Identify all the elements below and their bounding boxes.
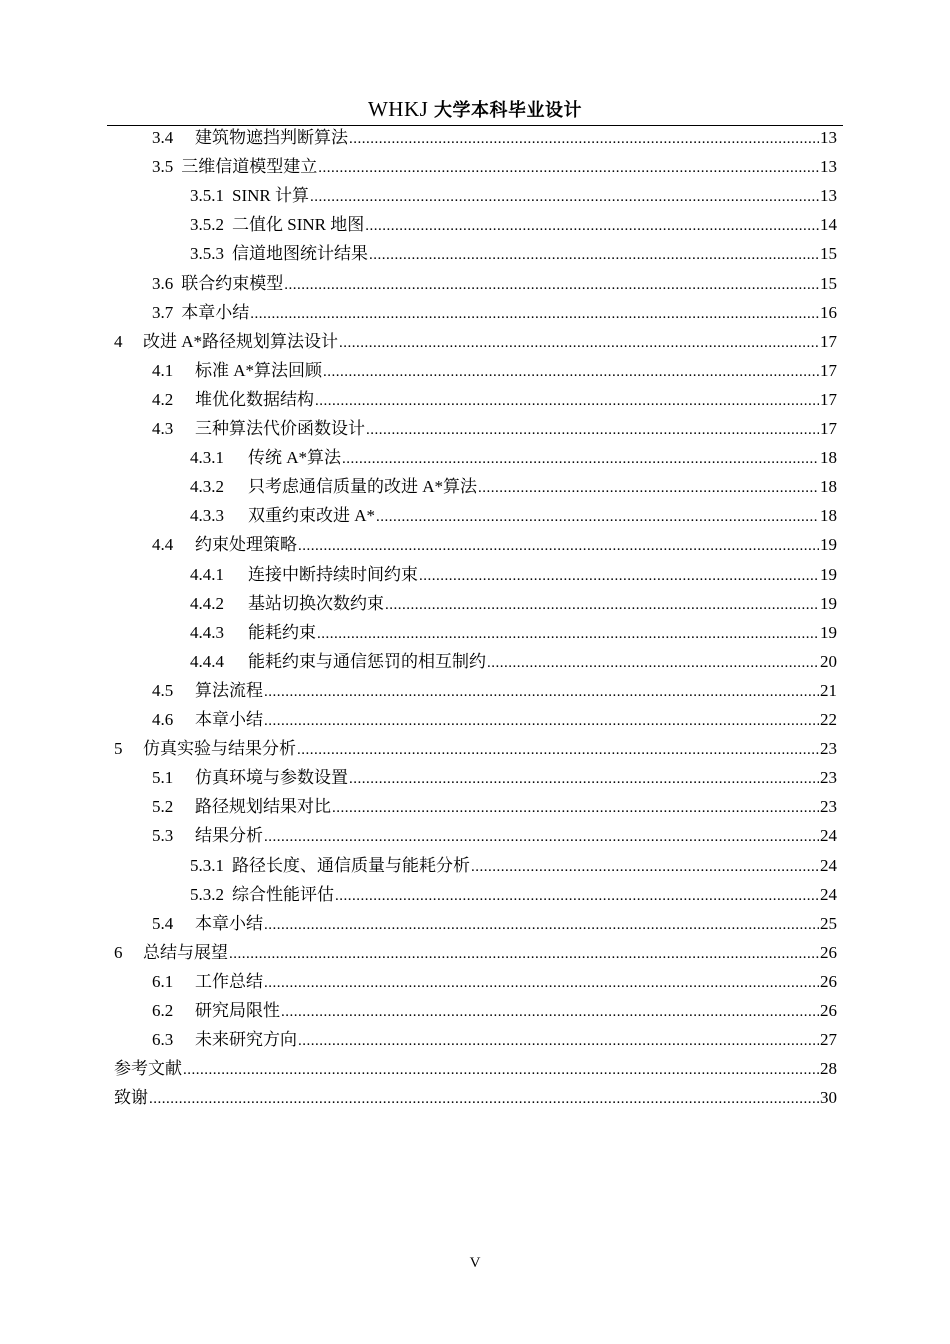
toc-entry-number: 3.5 bbox=[152, 157, 174, 177]
toc-entry-title: 双重约束改进 A* bbox=[248, 506, 376, 526]
toc-entry-title: 仿真实验与结果分析 bbox=[143, 739, 296, 759]
toc-entry[interactable] bbox=[152, 676, 837, 705]
toc-entry-number: 5.2 bbox=[152, 797, 174, 817]
toc-entry[interactable] bbox=[152, 385, 837, 414]
toc-dot-leader bbox=[349, 765, 819, 794]
toc-entry-number: 6.1 bbox=[152, 971, 174, 991]
toc-dot-leader bbox=[281, 998, 819, 1027]
toc-entry-page: 19 bbox=[820, 622, 837, 642]
toc-entry-number: 3.4 bbox=[152, 128, 174, 147]
toc-entry-title: 基站切换次数约束 bbox=[248, 593, 384, 613]
toc-dot-leader bbox=[229, 940, 819, 969]
toc-entry-title: 信道地图统计结果 bbox=[232, 244, 368, 264]
toc-entry-title: 本章小结 bbox=[195, 913, 263, 933]
toc-entry-page: 28 bbox=[820, 1059, 837, 1079]
toc-entry-page: 19 bbox=[820, 535, 837, 555]
toc-entry[interactable] bbox=[190, 501, 837, 530]
toc-dot-leader bbox=[298, 532, 819, 561]
toc-entry-number: 4.3.1 bbox=[190, 448, 224, 468]
toc-entry-page: 20 bbox=[820, 651, 837, 671]
toc-entry-page: 23 bbox=[820, 739, 837, 759]
toc-entry-title: 能耗约束 bbox=[248, 622, 316, 642]
toc-entry-title: 仿真环境与参数设置 bbox=[195, 768, 348, 788]
toc-entry-title: 结果分析 bbox=[195, 826, 263, 846]
toc-dot-leader bbox=[366, 416, 819, 445]
toc-entry-title: 连接中断持续时间约束 bbox=[248, 564, 418, 584]
page-number: V bbox=[469, 1255, 481, 1271]
toc-entry-number: 4.4.4 bbox=[190, 651, 224, 671]
toc-entry-number: 5.3.1 bbox=[190, 855, 224, 875]
toc-entry[interactable] bbox=[114, 1054, 837, 1083]
toc-entry[interactable] bbox=[152, 1025, 837, 1054]
toc-entry-number: 6 bbox=[114, 942, 123, 962]
toc-dot-leader bbox=[317, 620, 819, 649]
toc-entry-page: 17 bbox=[820, 419, 837, 438]
toc-entry-title: 堆优化数据结构 bbox=[195, 389, 314, 409]
toc-entry-title: 约束处理策略 bbox=[195, 535, 297, 555]
toc-entry[interactable] bbox=[190, 472, 837, 501]
toc-dot-leader bbox=[369, 241, 819, 270]
toc-entry-page: 23 bbox=[820, 797, 837, 817]
toc-dot-leader bbox=[349, 125, 819, 154]
toc-entry-page: 25 bbox=[820, 913, 837, 933]
toc-entry[interactable] bbox=[114, 327, 837, 356]
toc-entry[interactable] bbox=[190, 560, 837, 589]
toc-entry[interactable] bbox=[114, 938, 837, 967]
toc-dot-leader bbox=[376, 503, 819, 532]
toc-entry-number: 4.3.3 bbox=[190, 506, 224, 526]
toc-entry-page: 24 bbox=[820, 826, 837, 846]
toc-entry[interactable] bbox=[190, 239, 837, 268]
toc-entry[interactable] bbox=[152, 821, 837, 850]
header-title-cn: 大学本科毕业设计 bbox=[434, 100, 583, 121]
toc-dot-leader bbox=[323, 358, 819, 387]
toc-entry-title: 建筑物遮挡判断算法 bbox=[195, 128, 348, 147]
toc-entry-number: 3.6 bbox=[152, 273, 174, 293]
toc-entry-title: 工作总结 bbox=[195, 971, 263, 991]
toc-entry-page: 17 bbox=[820, 331, 837, 351]
toc-entry[interactable] bbox=[152, 152, 837, 181]
toc-entry[interactable] bbox=[152, 356, 837, 385]
toc-entry-title: 联合约束模型 bbox=[181, 273, 284, 293]
toc-entry-title: 传统 A*算法 bbox=[248, 448, 342, 468]
toc-entry-title: 路径长度、通信质量与能耗分析 bbox=[232, 855, 470, 875]
toc-entry-title: 本章小结 bbox=[181, 302, 250, 322]
toc-dot-leader bbox=[385, 591, 819, 620]
toc-dot-leader bbox=[471, 853, 819, 882]
toc-entry[interactable] bbox=[152, 996, 837, 1025]
toc-entry-number: 3.7 bbox=[152, 302, 174, 322]
toc-entry[interactable] bbox=[190, 647, 837, 676]
toc-entry-number: 4.4.3 bbox=[190, 622, 224, 642]
toc-entry[interactable] bbox=[190, 210, 837, 239]
toc-entry[interactable] bbox=[190, 589, 837, 618]
toc-entry[interactable] bbox=[152, 298, 837, 327]
toc-entry-title: 改进 A*路径规划算法设计 bbox=[143, 331, 339, 351]
toc-entry-page: 22 bbox=[820, 710, 837, 729]
toc-entry-page: 17 bbox=[820, 389, 837, 409]
toc-entry-title: 只考虑通信质量的改进 A*算法 bbox=[248, 477, 478, 497]
toc-entry-title: 三种算法代价函数设计 bbox=[195, 419, 365, 438]
toc-entry-page: 14 bbox=[820, 215, 837, 235]
toc-entry-page: 13 bbox=[820, 186, 837, 206]
toc-entry-number: 3.5.3 bbox=[190, 244, 224, 264]
toc-entry[interactable] bbox=[114, 734, 837, 763]
toc-dot-leader bbox=[250, 300, 819, 329]
toc-dot-leader bbox=[419, 562, 819, 591]
toc-entry-page: 18 bbox=[820, 506, 837, 526]
toc-entry-title: SINR 计算 bbox=[232, 186, 309, 206]
toc-dot-leader bbox=[297, 736, 819, 765]
toc-entry-page: 30 bbox=[820, 1088, 837, 1108]
toc-entry[interactable] bbox=[152, 909, 837, 938]
toc-entry-title: 研究局限性 bbox=[195, 1001, 280, 1020]
toc-entry-number: 4.3.2 bbox=[190, 477, 224, 497]
toc-entry-title: 标准 A*算法回顾 bbox=[195, 360, 323, 380]
toc-dot-leader bbox=[339, 329, 819, 358]
toc-entry[interactable] bbox=[152, 705, 837, 734]
toc-dot-leader bbox=[264, 678, 819, 707]
toc-entry[interactable] bbox=[190, 880, 837, 909]
toc-dot-leader bbox=[478, 474, 819, 503]
toc-entry-number: 4 bbox=[114, 331, 123, 351]
toc-entry-number: 4.4.1 bbox=[190, 564, 224, 584]
toc-entry[interactable] bbox=[152, 414, 837, 443]
toc-dot-leader bbox=[264, 707, 819, 736]
toc-entry-number: 4.4.2 bbox=[190, 593, 224, 613]
toc-dot-leader bbox=[149, 1085, 819, 1114]
toc-entry-title: 综合性能评估 bbox=[232, 884, 334, 904]
toc-entry-number: 5 bbox=[114, 739, 123, 759]
toc-entry-page: 19 bbox=[820, 593, 837, 613]
toc-entry-number: 5.1 bbox=[152, 768, 174, 788]
header-latin: WHKJ bbox=[367, 97, 429, 121]
toc-entry-number: 3.5.2 bbox=[190, 215, 224, 235]
toc-dot-leader bbox=[342, 445, 819, 474]
toc-entry-number: 6.2 bbox=[152, 1001, 174, 1020]
toc-entry-number: 4.4 bbox=[152, 535, 174, 555]
toc-dot-leader bbox=[284, 271, 819, 300]
toc-entry-page: 26 bbox=[820, 942, 837, 962]
toc-dot-leader bbox=[487, 649, 819, 678]
toc-entry-page: 21 bbox=[820, 680, 837, 700]
toc-entry[interactable] bbox=[190, 443, 837, 472]
toc-dot-leader bbox=[365, 212, 819, 241]
toc-dot-leader bbox=[310, 183, 819, 212]
toc-dot-leader bbox=[335, 882, 819, 911]
toc-entry-page: 23 bbox=[820, 768, 837, 788]
toc-entry-title: 路径规划结果对比 bbox=[195, 797, 331, 817]
toc-entry[interactable] bbox=[152, 123, 837, 152]
toc-entry-title: 能耗约束与通信惩罚的相互制约 bbox=[248, 651, 486, 671]
toc-entry[interactable] bbox=[152, 967, 837, 996]
toc-entry-title: 参考文献 bbox=[114, 1059, 182, 1079]
toc-entry-page: 15 bbox=[820, 273, 837, 293]
toc-entry[interactable] bbox=[114, 1083, 837, 1112]
toc-dot-leader bbox=[264, 911, 819, 940]
toc-entry-page: 24 bbox=[820, 884, 837, 904]
toc-entry-number: 5.4 bbox=[152, 913, 174, 933]
toc-entry[interactable] bbox=[190, 618, 837, 647]
toc-entry-page: 17 bbox=[820, 360, 837, 380]
toc-entry[interactable] bbox=[152, 763, 837, 792]
toc-entry-title: 本章小结 bbox=[195, 710, 263, 729]
toc-entry-title: 致谢 bbox=[114, 1088, 148, 1108]
toc-entry-number: 4.2 bbox=[152, 389, 174, 409]
toc-dot-leader bbox=[298, 1027, 819, 1056]
toc-dot-leader bbox=[315, 387, 819, 416]
toc-entry-number: 4.3 bbox=[152, 419, 174, 438]
toc-entry-page: 18 bbox=[820, 477, 837, 497]
toc-dot-leader bbox=[332, 794, 819, 823]
toc-entry-page: 16 bbox=[820, 302, 837, 322]
toc-entry[interactable] bbox=[190, 181, 837, 210]
toc-entry-page: 24 bbox=[820, 855, 837, 875]
toc-entry-title: 总结与展望 bbox=[143, 942, 228, 962]
page-header bbox=[107, 95, 843, 126]
toc-entry-number: 4.5 bbox=[152, 680, 174, 700]
toc-entry-page: 27 bbox=[820, 1030, 837, 1050]
toc-entry-number: 5.3 bbox=[152, 826, 174, 846]
toc-entry-page: 15 bbox=[820, 244, 837, 264]
toc-dot-leader bbox=[264, 969, 819, 998]
toc-entry-page: 18 bbox=[820, 448, 837, 468]
toc-entry-number: 3.5.1 bbox=[190, 186, 224, 206]
toc-dot-leader bbox=[183, 1056, 819, 1085]
toc-entry-number: 4.6 bbox=[152, 710, 174, 729]
toc-entry-number: 6.3 bbox=[152, 1030, 174, 1050]
toc-dot-leader bbox=[264, 823, 819, 852]
toc-entry-title: 算法流程 bbox=[195, 680, 263, 700]
toc-entry-number: 4.1 bbox=[152, 360, 174, 380]
toc-entry-page: 13 bbox=[820, 157, 837, 177]
toc-entry-title: 三维信道模型建立 bbox=[181, 157, 318, 177]
toc-entry-page: 26 bbox=[820, 1001, 837, 1020]
toc-entry-page: 26 bbox=[820, 971, 837, 991]
toc-entry[interactable] bbox=[152, 269, 837, 298]
toc-dot-leader bbox=[318, 154, 819, 183]
toc-entry-number: 5.3.2 bbox=[190, 884, 224, 904]
toc-entry[interactable] bbox=[190, 851, 837, 880]
toc-entry-page: 13 bbox=[820, 128, 837, 147]
toc-entry-title: 未来研究方向 bbox=[195, 1030, 297, 1050]
toc-entry[interactable] bbox=[152, 530, 837, 559]
toc-entry-page: 19 bbox=[820, 564, 837, 584]
toc-entry-title: 二值化 SINR 地图 bbox=[232, 215, 365, 235]
toc-entry[interactable] bbox=[152, 792, 837, 821]
